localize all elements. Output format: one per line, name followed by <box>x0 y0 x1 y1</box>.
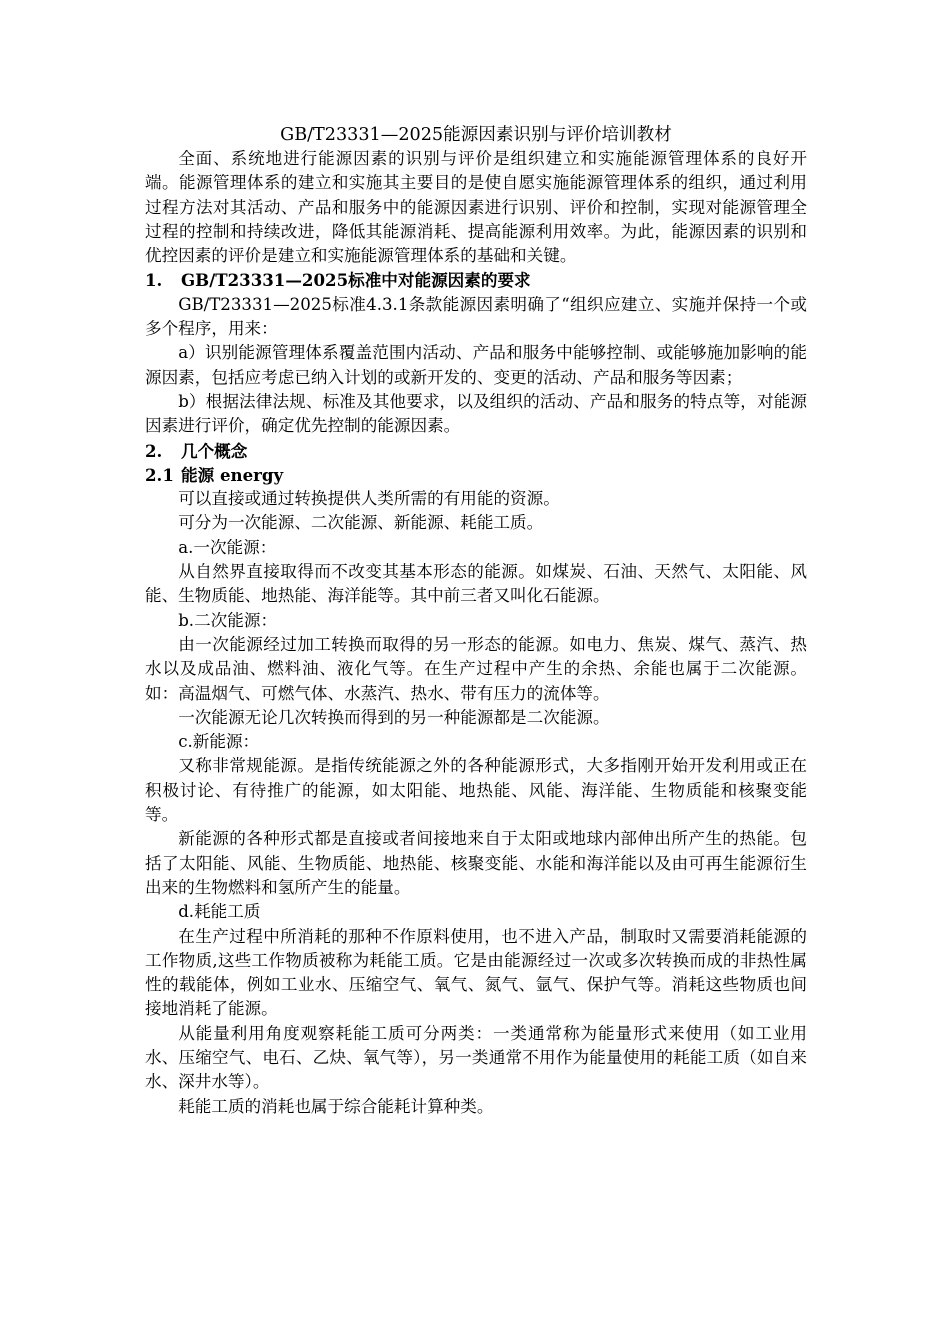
body-paragraph: 一次能源无论几次转换而得到的另一种能源都是二次能源。 <box>178 707 610 727</box>
section-1-paragraph: GB/T23331—2025标准4.3.1条款能源因素明确了“组织应建立、实施并保持一个或多个程序，用来： <box>145 294 807 339</box>
subsection-2-1-title: 能源 energy <box>181 464 284 485</box>
body-paragraph: 由一次能源经过加工转换而取得的另一形态的能源。如电力、焦炭、煤气、蒸汽、热水以及成品油、燃料油、液化气等。在生产过程中产生的余热、余能也属于二次能源。如：高温烟气、可燃气体、水蒸汽、热水、带有压力的流体等。 <box>145 634 807 703</box>
document-title: GB/T23331—2025能源因素识别与评价培训教材 <box>280 125 672 145</box>
section-2-title: 几个概念 <box>181 440 248 461</box>
section-1-number: 1. <box>145 270 163 291</box>
body-paragraph: 在生产过程中所消耗的那种不作原料使用，也不进入产品，制取时又需要消耗能源的工作物质,这些工作物质被称为耗能工质。它是由能源经过一次或多次转换而成的非热性属性的载能体，例如工业水、压缩空气、氧气、氮气、氩气、保护气等。消耗这些物质也间接地消耗了能源。 <box>145 926 807 1019</box>
section-2-heading <box>145 439 807 463</box>
body-paragraph: b.二次能源： <box>178 610 278 630</box>
subsection-2-1-number: 2.1 <box>145 464 174 485</box>
document-page <box>145 123 807 1119</box>
section-1-item-b: b）根据法律法规、标准及其他要求，以及组织的活动、产品和服务的特点等，对能源因素进行评价，确定优先控制的能源因素。 <box>145 391 807 436</box>
body-paragraph: 从能量利用角度观察耗能工质可分两类：一类通常称为能量形式来使用（如工业用水、压缩空气、电石、乙炔、氧气等），另一类通常不用作为能量使用的耗能工质（如自来水、深井水等）。 <box>145 1023 807 1092</box>
body-paragraph: d.耗能工质 <box>178 902 261 922</box>
section-1-item-a: a）识别能源管理体系覆盖范围内活动、产品和服务中能够控制、或能够施加影响的能源因素，包括应考虑已纳入计划的或新开发的、变更的活动、产品和服务等因素； <box>145 343 807 387</box>
section-1-title: GB/T23331—2025标准中对能源因素的要求 <box>181 270 531 291</box>
section-1-heading <box>145 268 807 292</box>
section-2-number: 2. <box>145 440 163 461</box>
body-paragraph: a.一次能源： <box>178 537 277 557</box>
body-paragraph: c.新能源： <box>178 732 260 752</box>
body-paragraph: 耗能工质的消耗也属于综合能耗计算种类。 <box>178 1096 494 1116</box>
body-paragraph: 新能源的各种形式都是直接或者间接地来自于太阳或地球内部伸出所产生的热能。包括了太阳能、风能、生物质能、地热能、核聚变能、水能和海洋能以及由可再生能源衍生出来的生物燃料和氢所产生的能量。 <box>145 829 807 897</box>
body-paragraph: 可分为一次能源、二次能源、新能源、耗能工质。 <box>178 513 544 533</box>
body-paragraph: 可以直接或通过转换提供人类所需的有用能的资源。 <box>178 489 560 509</box>
body-paragraph: 从自然界直接取得而不改变其基本形态的能源。如煤炭、石油、天然气、太阳能、风能、生物质能、地热能、海洋能等。其中前三者又叫化石能源。 <box>145 562 807 606</box>
subsection-2-1-heading <box>145 463 807 487</box>
body-paragraph: 又称非常规能源。是指传统能源之外的各种能源形式，大多指刚开始开发利用或正在积极讨论、有待推广的能源，如太阳能、地热能、风能、海洋能、生物质能和核聚变能等。 <box>145 756 807 825</box>
intro-paragraph: 全面、系统地进行能源因素的识别与评价是组织建立和实施能源管理体系的良好开端。能源管理体系的建立和实施其主要目的是使自愿实施能源管理体系的组织，通过利用过程方法对其活动、产品和服务中的能源因素进行识别、评价和控制，实现对能源管理全过程的控制和持续改进，降低其能源消耗、提高能源利用效率。为此，能源因素的识别和优控因素的评价是建立和实施能源管理体系的基础和关键。 <box>145 149 807 266</box>
